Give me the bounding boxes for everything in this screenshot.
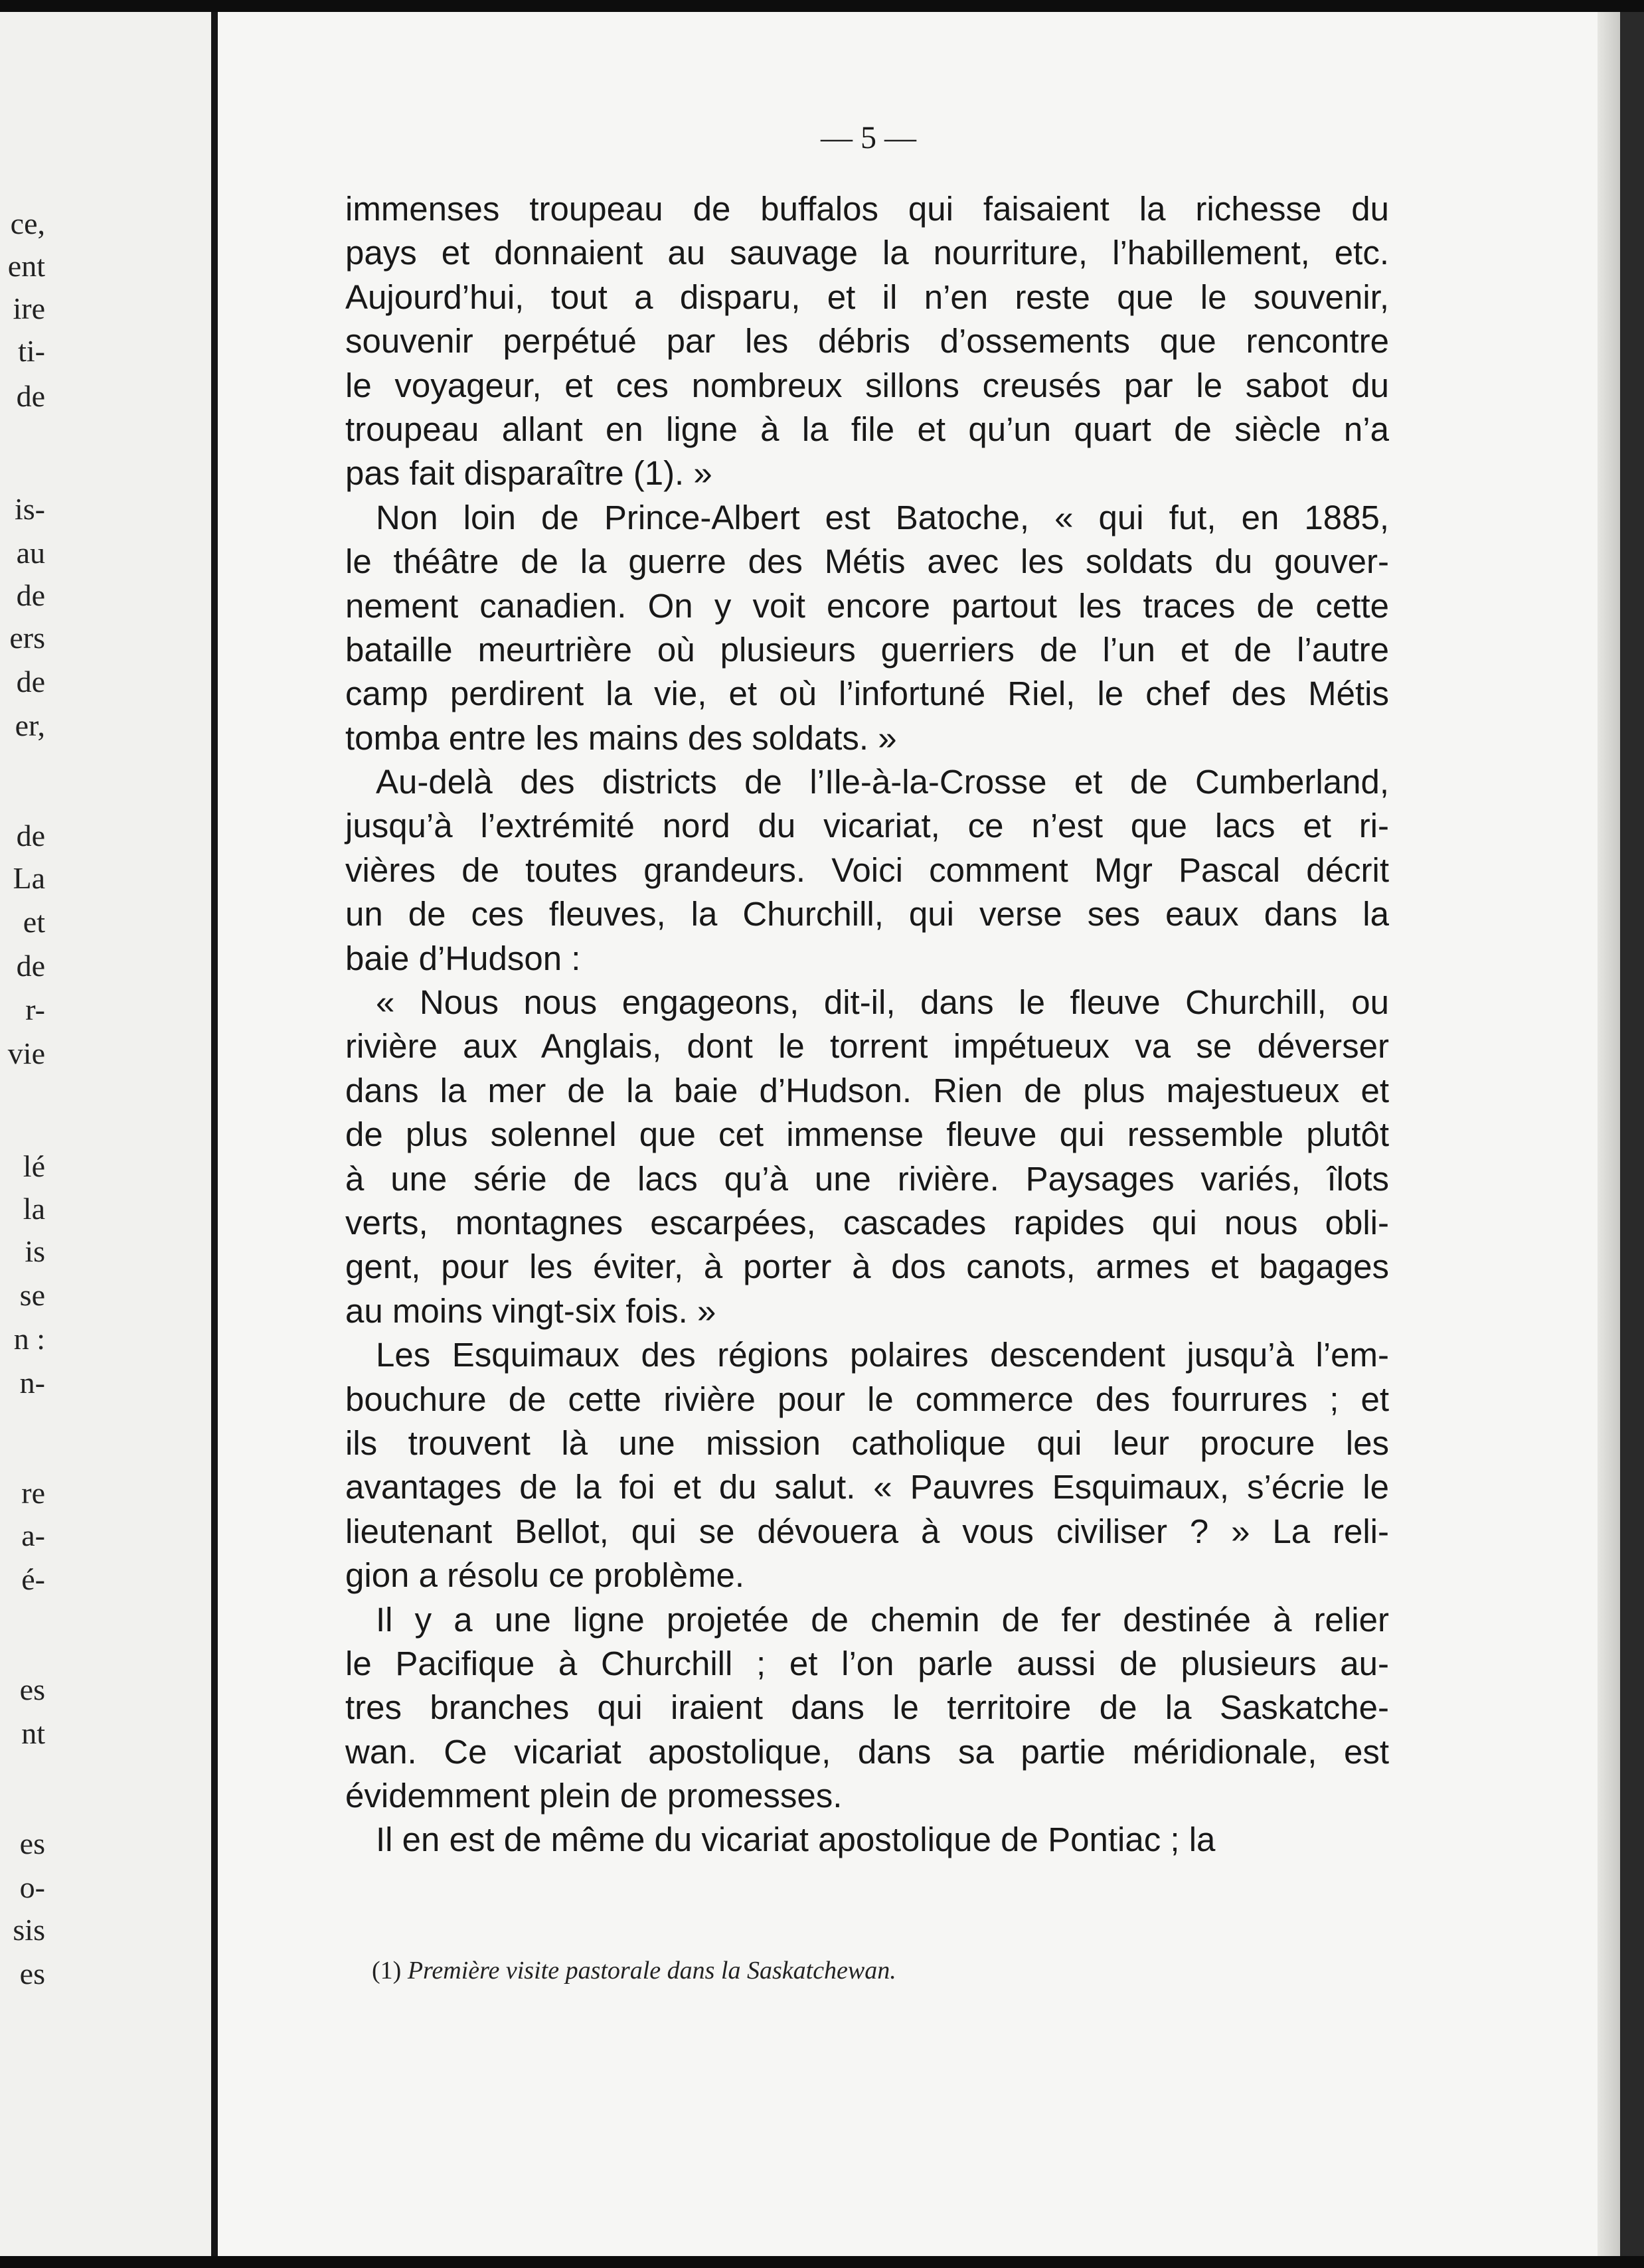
- left-page-fragment: ce,: [10, 206, 45, 240]
- left-page-fragment: au: [16, 536, 45, 570]
- left-page-fragment: é-: [21, 1562, 45, 1596]
- left-page-fragment: de: [16, 665, 45, 698]
- left-page-fragment: sis: [13, 1913, 45, 1947]
- text-line: ils trouvent là une mission catholique qui leur procure les: [345, 1423, 1389, 1462]
- footnote-title: Première visite pastorale dans la Saskatchewan.: [407, 1957, 896, 1984]
- text-line: pas fait disparaître (1). »: [345, 454, 712, 493]
- text-line: tomba entre les mains des soldats. »: [345, 718, 897, 757]
- text-line: évidemment plein de promesses.: [345, 1777, 843, 1815]
- text-line: le Pacifique à Churchill ; et l’on parle aussi de plusieurs au-: [345, 1644, 1389, 1682]
- left-page-fragment: n :: [13, 1322, 45, 1356]
- text-line: lieutenant Bellot, qui se dévouera à vous civiliser ? » La reli-: [345, 1512, 1389, 1550]
- left-page-fragment: is-: [15, 492, 45, 526]
- left-page-fragment: de: [16, 578, 45, 612]
- text-line: Les Esquimaux des régions polaires descendent jusqu’à l’em-: [376, 1336, 1389, 1374]
- text-line: bouchure de cette rivière pour le commerce des fourrures ; et: [345, 1380, 1389, 1418]
- text-line: le théâtre de la guerre des Métis avec les soldats du gouver-: [345, 542, 1389, 581]
- left-page-fragment: La: [13, 861, 45, 895]
- text-line: vières de toutes grandeurs. Voici comment Mgr Pascal décrit: [345, 850, 1389, 889]
- text-line: dans la mer de la baie d’Hudson. Rien de plus majestueux et: [345, 1071, 1389, 1109]
- left-page-fragment: la: [23, 1192, 45, 1226]
- page-number: — 5 —: [821, 120, 916, 155]
- text-line: rivière aux Anglais, dont le torrent impétueux va se déverser: [345, 1027, 1389, 1066]
- left-page-fragment: er,: [15, 708, 45, 742]
- left-page-fragment: de: [16, 819, 45, 852]
- text-line: baie d’Hudson :: [345, 939, 581, 977]
- page-edge-shadow: [1598, 12, 1620, 2256]
- text-line: Au-delà des districts de l’Ile-à-la-Crosse et de Cumberland,: [376, 763, 1389, 801]
- text-line: Il en est de même du vicariat apostolique de Pontiac ; la: [376, 1821, 1216, 1859]
- text-line: « Nous nous engageons, dit-il, dans le fleuve Churchill, ou: [376, 983, 1389, 1022]
- left-page-fragment: re: [21, 1476, 45, 1510]
- text-line: immenses troupeau de buffalos qui faisaient la richesse du: [345, 190, 1389, 228]
- text-line: gent, pour les éviter, à porter à dos canots, armes et bagages: [345, 1248, 1389, 1286]
- left-page-fragment: ent: [7, 249, 45, 283]
- text-line: avantages de la foi et du salut. « Pauvres Esquimaux, s’écrie le: [345, 1468, 1389, 1506]
- right-border: [1620, 12, 1644, 2256]
- text-line: un de ces fleuves, la Churchill, qui verse ses eaux dans la: [345, 895, 1389, 933]
- footnote-marker: (1): [372, 1957, 402, 1984]
- left-page-fragment: vie: [7, 1036, 45, 1070]
- left-page-fragment: nt: [21, 1716, 45, 1750]
- left-page-fragment: et: [23, 905, 45, 939]
- text-line: Non loin de Prince-Albert est Batoche, « qui fut, en 1885,: [376, 498, 1389, 536]
- text-line: wan. Ce vicariat apostolique, dans sa partie méridionale, est: [345, 1732, 1389, 1771]
- book-gutter: [211, 12, 218, 2256]
- footnote: [372, 1956, 896, 1985]
- left-page-fragment: r-: [25, 993, 45, 1026]
- left-page-fragment: a-: [21, 1518, 45, 1552]
- left-page-fragment: ti-: [18, 334, 45, 368]
- text-line: pays et donnaient au sauvage la nourriture, l’habillement, etc.: [345, 234, 1389, 272]
- left-page-fragment: ers: [9, 621, 45, 655]
- text-line: bataille meurtrière où plusieurs guerriers de l’un et de l’autre: [345, 630, 1389, 669]
- left-page-fragment: o-: [19, 1870, 45, 1904]
- left-page-fragment: lé: [23, 1149, 45, 1183]
- text-line: troupeau allant en ligne à la file et qu’un quart de siècle n’a: [345, 410, 1389, 448]
- left-page-fragment: es: [19, 1672, 45, 1706]
- left-page-fragment: se: [19, 1278, 45, 1312]
- text-line: camp perdirent la vie, et où l’infortuné Riel, le chef des Métis: [345, 675, 1389, 713]
- text-line: de plus solennel que cet immense fleuve qui ressemble plutôt: [345, 1115, 1389, 1154]
- text-line: Il y a une ligne projetée de chemin de fer destinée à relier: [376, 1600, 1389, 1639]
- body-text: [345, 187, 1389, 1862]
- left-page-fragment: de: [16, 949, 45, 983]
- left-page-fragment: de: [16, 379, 45, 413]
- left-page-fragment: is: [25, 1234, 45, 1268]
- left-page-fragment: n-: [19, 1366, 45, 1400]
- text-line: à une série de lacs qu’à une rivière. Paysages variés, îlots: [345, 1159, 1389, 1198]
- left-page-fragment: es: [19, 1826, 45, 1860]
- text-line: tres branches qui iraient dans le territoire de la Saskatche-: [345, 1688, 1389, 1727]
- text-line: le voyageur, et ces nombreux sillons creusés par le sabot du: [345, 366, 1389, 404]
- text-line: souvenir perpétué par les débris d’ossements que rencontre: [345, 322, 1389, 361]
- text-line: verts, montagnes escarpées, cascades rapides qui nous obli-: [345, 1203, 1389, 1242]
- text-line: Aujourd’hui, tout a disparu, et il n’en reste que le souvenir,: [345, 278, 1389, 316]
- left-page-fragment: ire: [13, 291, 45, 325]
- text-line: au moins vingt-six fois. »: [345, 1291, 716, 1330]
- left-page-fragment: es: [19, 1957, 45, 1990]
- text-line: jusqu’à l’extrémité nord du vicariat, ce n’est que lacs et ri-: [345, 807, 1389, 845]
- text-line: nement canadien. On y voit encore partout les traces de cette: [345, 586, 1389, 625]
- left-page-fragments: [0, 0, 211, 2268]
- text-line: gion a résolu ce problème.: [345, 1556, 745, 1595]
